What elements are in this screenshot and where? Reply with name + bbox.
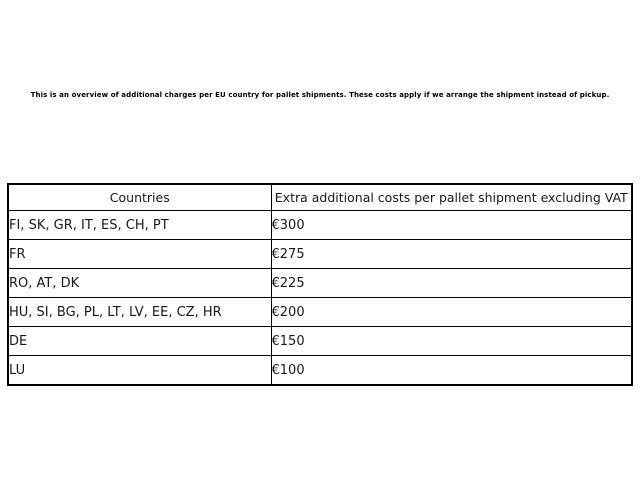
- countries-cell: DE: [8, 327, 271, 356]
- intro-text: This is an overview of additional charges per EU country for pallet shipments. These costs apply if we arrange the shipment instead of pickup.: [30, 91, 610, 99]
- countries-cell: FI, SK, GR, IT, ES, CH, PT: [8, 211, 271, 240]
- table-row: [8, 211, 632, 240]
- countries-cell: LU: [8, 356, 271, 386]
- cost-cell: €100: [271, 356, 632, 386]
- table-row: [8, 269, 632, 298]
- table-row: [8, 240, 632, 269]
- table-header-row: [8, 184, 632, 211]
- cost-cell: €275: [271, 240, 632, 269]
- cost-cell: €150: [271, 327, 632, 356]
- countries-cell: HU, SI, BG, PL, LT, LV, EE, CZ, HR: [8, 298, 271, 327]
- countries-cell: RO, AT, DK: [8, 269, 271, 298]
- table-row: [8, 356, 632, 386]
- table-row: [8, 298, 632, 327]
- cost-cell: €200: [271, 298, 632, 327]
- cost-cell: €300: [271, 211, 632, 240]
- countries-cell: FR: [8, 240, 271, 269]
- charges-table: [7, 183, 633, 386]
- countries-column-header: Countries: [8, 184, 271, 211]
- table-row: [8, 327, 632, 356]
- cost-cell: €225: [271, 269, 632, 298]
- cost-column-header: Extra additional costs per pallet shipment excluding VAT: [271, 184, 632, 211]
